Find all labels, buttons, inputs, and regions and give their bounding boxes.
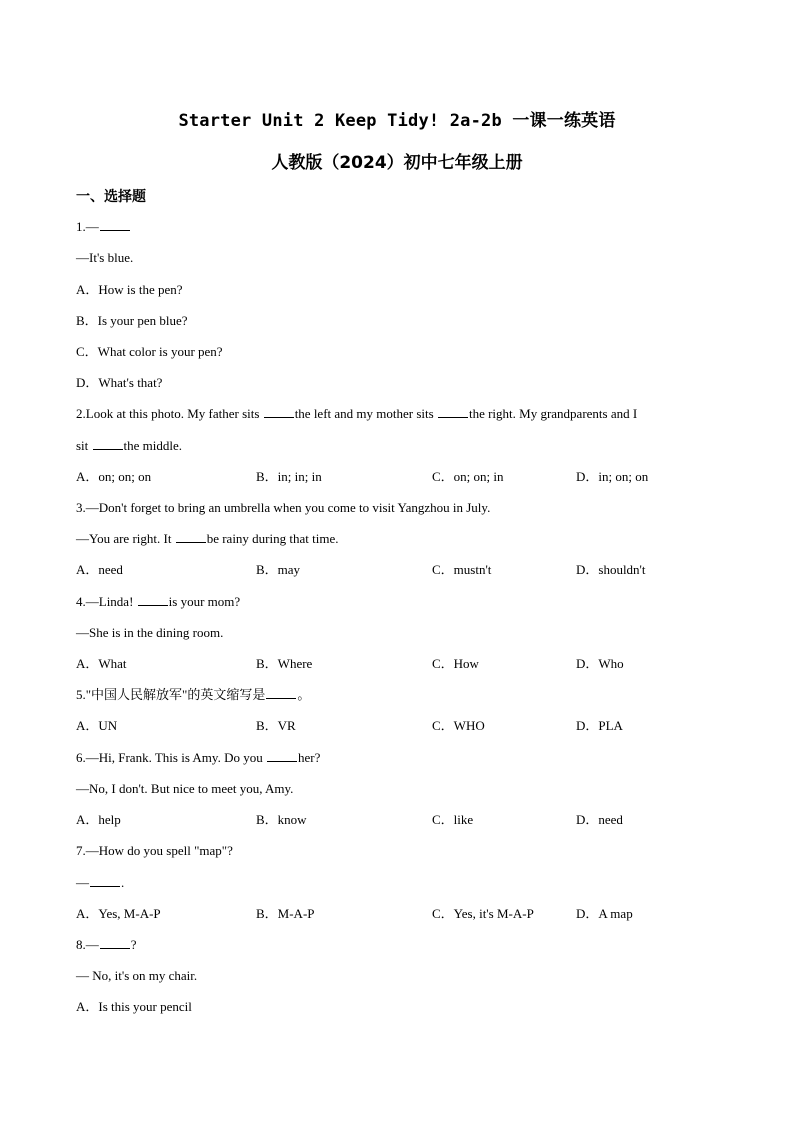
question-6-option-d: D．need <box>576 812 623 827</box>
question-3-option-b: B．may <box>256 562 301 577</box>
question-3-stem: 3.—Don't forget to bring an umbrella when you come to visit Yangzhou in July. <box>76 500 491 515</box>
question-2-stem: 2.Look at this photo. My father sits the left and my mother sits the right. My grandparents and I <box>76 406 638 421</box>
question-8-stem: 8.— ? <box>76 937 137 952</box>
answer-blank <box>176 530 206 543</box>
answer-blank <box>267 749 297 762</box>
answer-blank <box>264 405 294 418</box>
question-4-option-a: A．What <box>76 656 127 671</box>
answer-blank <box>266 686 296 699</box>
question-2-option-b: B．in; in; in <box>256 469 322 484</box>
question-2-stem-continued: sit the middle. <box>76 438 183 453</box>
question-8-reply: — No, it's on my chair. <box>76 968 198 983</box>
question-8-option-a: A．Is this your pencil <box>76 999 192 1014</box>
question-4-option-b: B．Where <box>256 656 313 671</box>
question-5-option-b: B．VR <box>256 718 296 733</box>
section-heading: 一、选择题 <box>76 189 146 205</box>
question-7-reply: — . <box>76 875 125 890</box>
question-2-option-c: C．on; on; in <box>432 469 504 484</box>
question-7-stem: 7.—How do you spell "map"? <box>76 843 233 858</box>
question-5-option-c: C．WHO <box>432 718 485 733</box>
question-6-stem: 6.—Hi, Frank. This is Amy. Do you her? <box>76 750 321 765</box>
question-4-reply: —She is in the dining room. <box>76 625 224 640</box>
question-1-option-b: B．Is your pen blue? <box>76 313 188 328</box>
question-6-option-c: C．like <box>432 812 474 827</box>
title-line-1: Starter Unit 2 Keep Tidy! 2a-2b 一课一练英语 <box>178 111 616 131</box>
question-3-option-c: C．mustn't <box>432 562 492 577</box>
answer-blank <box>100 218 130 231</box>
question-1-stem: 1.— <box>76 218 131 236</box>
question-2-option-a: A．on; on; on <box>76 469 152 484</box>
question-5-option-a: A．UN <box>76 718 118 733</box>
title-line-2: 人教版（2024）初中七年级上册 <box>271 153 523 173</box>
question-7-option-c: C．Yes, it's M-A-P <box>432 906 534 921</box>
question-6-option-a: A．help <box>76 812 121 827</box>
question-4-option-c: C．How <box>432 656 479 671</box>
question-6-option-b: B．know <box>256 812 307 827</box>
question-2-option-d: D．in; on; on <box>576 469 649 484</box>
question-4-stem: 4.—Linda! is your mom? <box>76 594 241 609</box>
question-1-option-a: A．How is the pen? <box>76 282 183 297</box>
question-6-reply: —No, I don't. But nice to meet you, Amy. <box>76 781 294 796</box>
answer-blank <box>438 405 468 418</box>
answer-blank <box>93 437 123 450</box>
question-3-option-d: D．shouldn't <box>576 562 646 577</box>
question-7-option-d: D．A map <box>576 906 633 921</box>
question-4-option-d: D．Who <box>576 656 624 671</box>
question-1-reply: —It's blue. <box>76 250 134 265</box>
question-5-option-d: D．PLA <box>576 718 623 733</box>
answer-blank <box>90 874 120 887</box>
question-1-option-d: D．What's that? <box>76 375 163 390</box>
question-3-reply: —You are right. It be rainy during that time. <box>76 531 339 546</box>
question-7-option-a: A．Yes, M-A-P <box>76 906 161 921</box>
question-7-option-b: B．M-A-P <box>256 906 315 921</box>
question-3-option-a: A．need <box>76 562 123 577</box>
answer-blank <box>100 936 130 949</box>
question-1-option-c: C．What color is your pen? <box>76 344 223 359</box>
question-5-stem: 5."中国人民解放军"的英文缩写是 。 <box>76 687 311 702</box>
answer-blank <box>138 593 168 606</box>
